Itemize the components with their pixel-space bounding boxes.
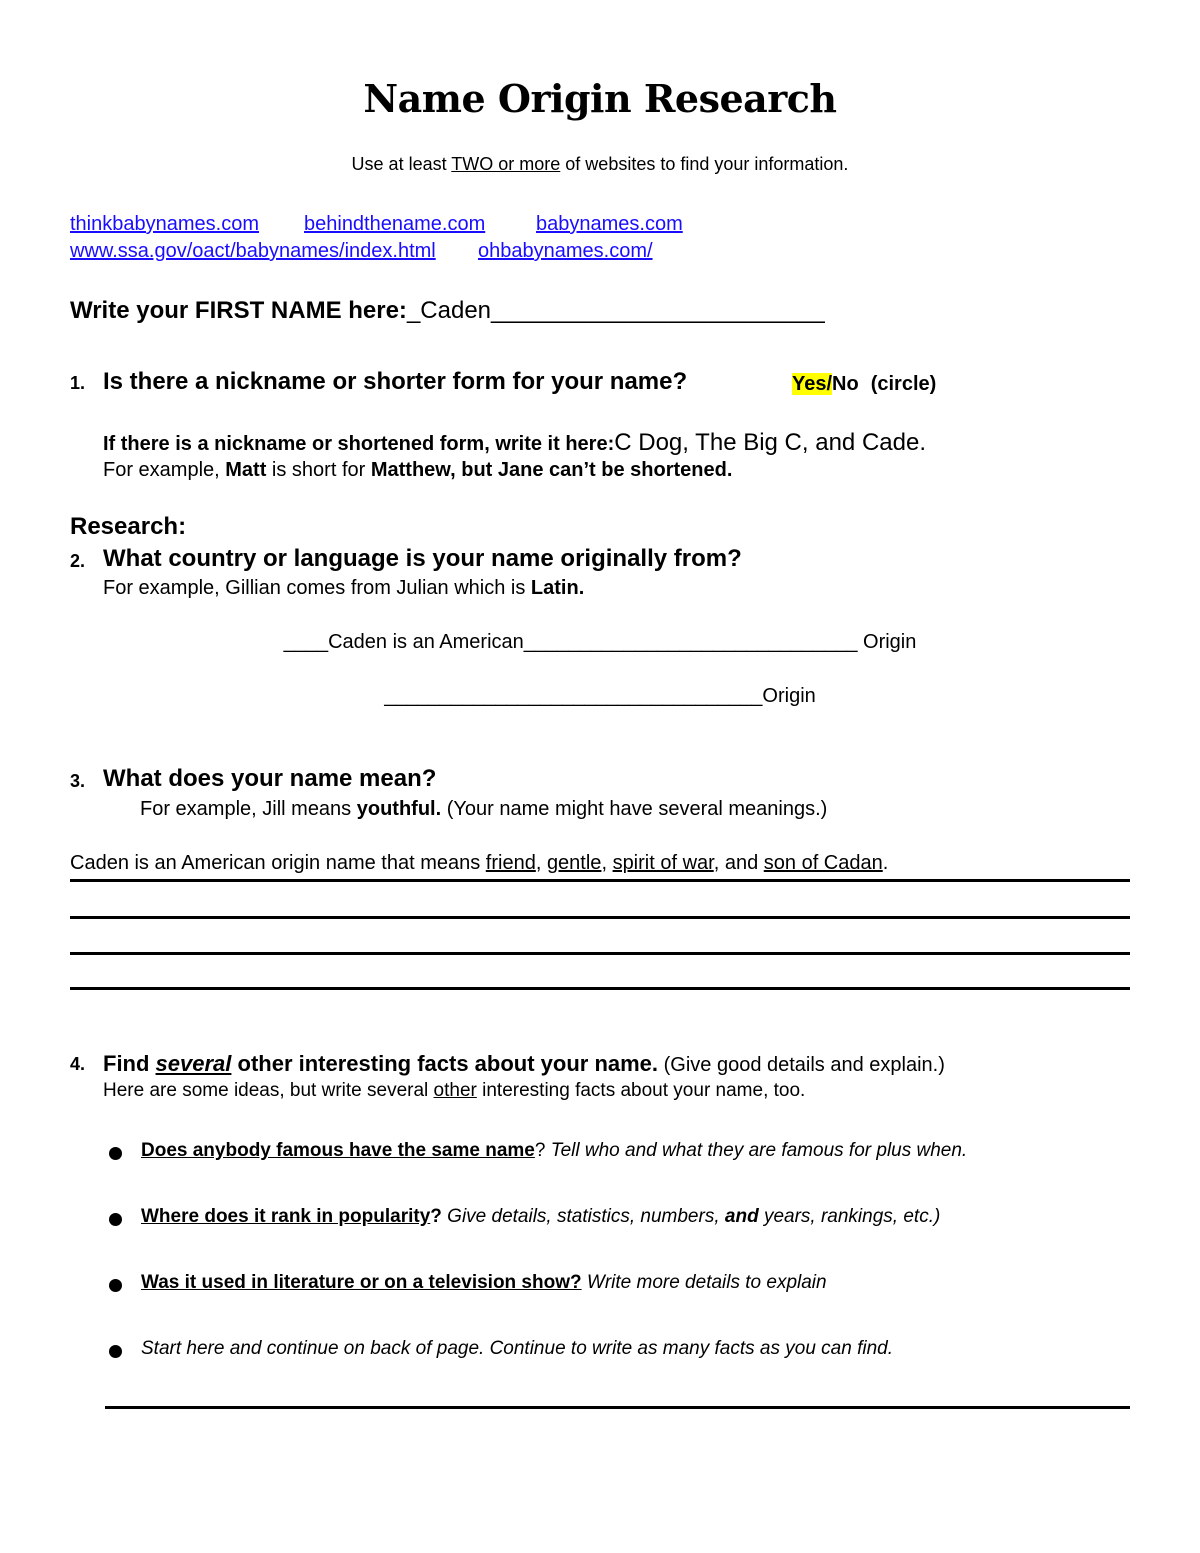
q1-example-bold2: Matthew, but Jane can’t be shortened. [370,459,733,481]
answer-line-3[interactable] [70,952,1130,955]
q4-idea-1-bold: Does anybody famous have the same name [141,1140,535,1161]
q3-example-bold: youthful. [356,798,442,820]
q2-line2-suffix: Origin [762,685,816,707]
q1-question: Is there a nickname or shorter form for your name? [103,368,688,395]
q2-example-text: For example, Gillian comes from Julian which is [103,577,531,599]
q4-idea-1 [141,1140,967,1162]
q3-meaning-2: gentle [546,852,602,874]
q1-no[interactable]: No [832,373,859,395]
first-name-blank: _________________________ [491,297,825,324]
q3-answer-prefix: Caden is an American origin name that means [70,852,486,874]
q4-bold-prefix: Find [103,1051,156,1076]
q4-question [103,1051,945,1077]
q2-number: 2. [70,551,86,571]
instructions-prefix: Use at least [351,154,452,174]
q1-prompt: If there is a nickname or shortened form, write it here: [103,433,615,455]
q3-meaning-4: son of Cadan [763,852,883,874]
q3-question: What does your name mean? [103,765,437,792]
q4-idea-2-italic-bold: and [724,1206,759,1227]
q2-example-bold: Latin. [530,577,585,599]
q3-example-suffix: (Your name might have several meanings.) [441,798,828,820]
link-ssa-gov[interactable]: www.ssa.gov/oact/babynames/index.html [70,240,436,262]
link-behindthename[interactable]: behindthename.com [304,213,486,235]
link-thinkbabynames[interactable]: thinkbabynames.com [70,213,259,235]
q1-yes-highlight[interactable]: Yes/ [792,373,833,395]
q2-answer-line-2[interactable] [0,685,1200,708]
q4-idea-2 [141,1206,940,1228]
link-babynames[interactable]: babynames.com [536,213,683,235]
q3-answer-end: . [882,852,889,874]
answer-line-5[interactable] [105,1406,1130,1409]
q4-idea-2-bold: Where does it rank in popularity [141,1206,431,1227]
answer-line-1[interactable] [70,879,1130,882]
q2-question: What country or language is your name originally from? [103,545,742,572]
q4-sub-suffix: interesting facts about your name, too. [476,1080,806,1101]
q3-number: 3. [70,771,86,791]
q4-idea-2-mid: ? [430,1206,442,1227]
first-name-value[interactable]: _Caden [406,297,492,324]
bullet-icon [109,1147,122,1160]
q2-line2[interactable]: __________________________________ [384,685,763,707]
q4-emphasis: several [155,1051,232,1076]
q4-idea-2-italic2: years, rankings, etc.) [758,1206,941,1227]
q1-circle: (circle) [870,373,937,395]
q4-idea-1-mid: ? [534,1140,546,1161]
q3-answer-and: , and [713,852,764,874]
q1-answer[interactable]: C Dog, The Big C, and Cade. [614,429,926,456]
q4-idea-3-italic: Write more details to explain [581,1272,827,1293]
bullet-icon [109,1213,122,1226]
q1-example-bold1: Matt [225,459,267,481]
q1-prompt-row [103,429,926,457]
q2-example [103,577,584,600]
bullet-icon [109,1345,122,1358]
q4-idea-3-bold: Was it used in literature or on a television show? [141,1272,582,1293]
q4-idea-1-italic: Tell who and what they are famous for plus when. [545,1140,968,1161]
first-name-row [70,297,825,325]
q2-line1[interactable]: ____Caden is an American______________________________ [283,631,858,653]
q2-line1-suffix: Origin [857,631,917,653]
q4-sub-underline: other [433,1080,477,1101]
q4-subtext [103,1080,805,1102]
q3-example [140,798,827,821]
q3-example-prefix: For example, Jill means [140,798,357,820]
q4-bold-suffix: other interesting facts about your name. [231,1051,659,1076]
q4-idea-3 [141,1272,827,1294]
q2-answer-line-1[interactable] [0,631,1200,654]
answer-line-4[interactable] [70,987,1130,990]
q1-choice[interactable] [792,373,936,396]
q1-example-mid: is short for [266,459,371,481]
instructions-emphasis: TWO or more [451,154,561,174]
link-ohbabynames[interactable]: ohbabynames.com/ [478,240,653,262]
q4-sub-prefix: Here are some ideas, but write several [103,1080,434,1101]
q4-number: 4. [70,1054,86,1074]
instructions-suffix: of websites to find your information. [560,154,849,174]
q1-example [103,459,732,482]
first-name-label: Write your FIRST NAME here: [70,297,407,324]
q1-example-prefix: For example, [103,459,226,481]
q4-normal: (Give good details and explain.) [658,1054,945,1076]
instructions [0,154,1200,175]
q3-meaning-3: spirit of war [612,852,714,874]
research-heading: Research: [70,513,187,540]
q4-idea-4: Start here and continue on back of page. Continue to write as many facts as you can find. [141,1338,894,1359]
q3-meaning-1: friend [485,852,536,874]
bullet-icon [109,1279,122,1292]
answer-line-2[interactable] [70,916,1130,919]
q4-idea-2-italic: Give details, statistics, numbers, [441,1206,725,1227]
page-title: Name Origin Research [363,76,837,121]
q1-number: 1. [70,373,86,393]
q3-answer[interactable]: Caden is an American origin name that means friend, gentle, spirit of war, and son of Cadan. [70,852,889,874]
